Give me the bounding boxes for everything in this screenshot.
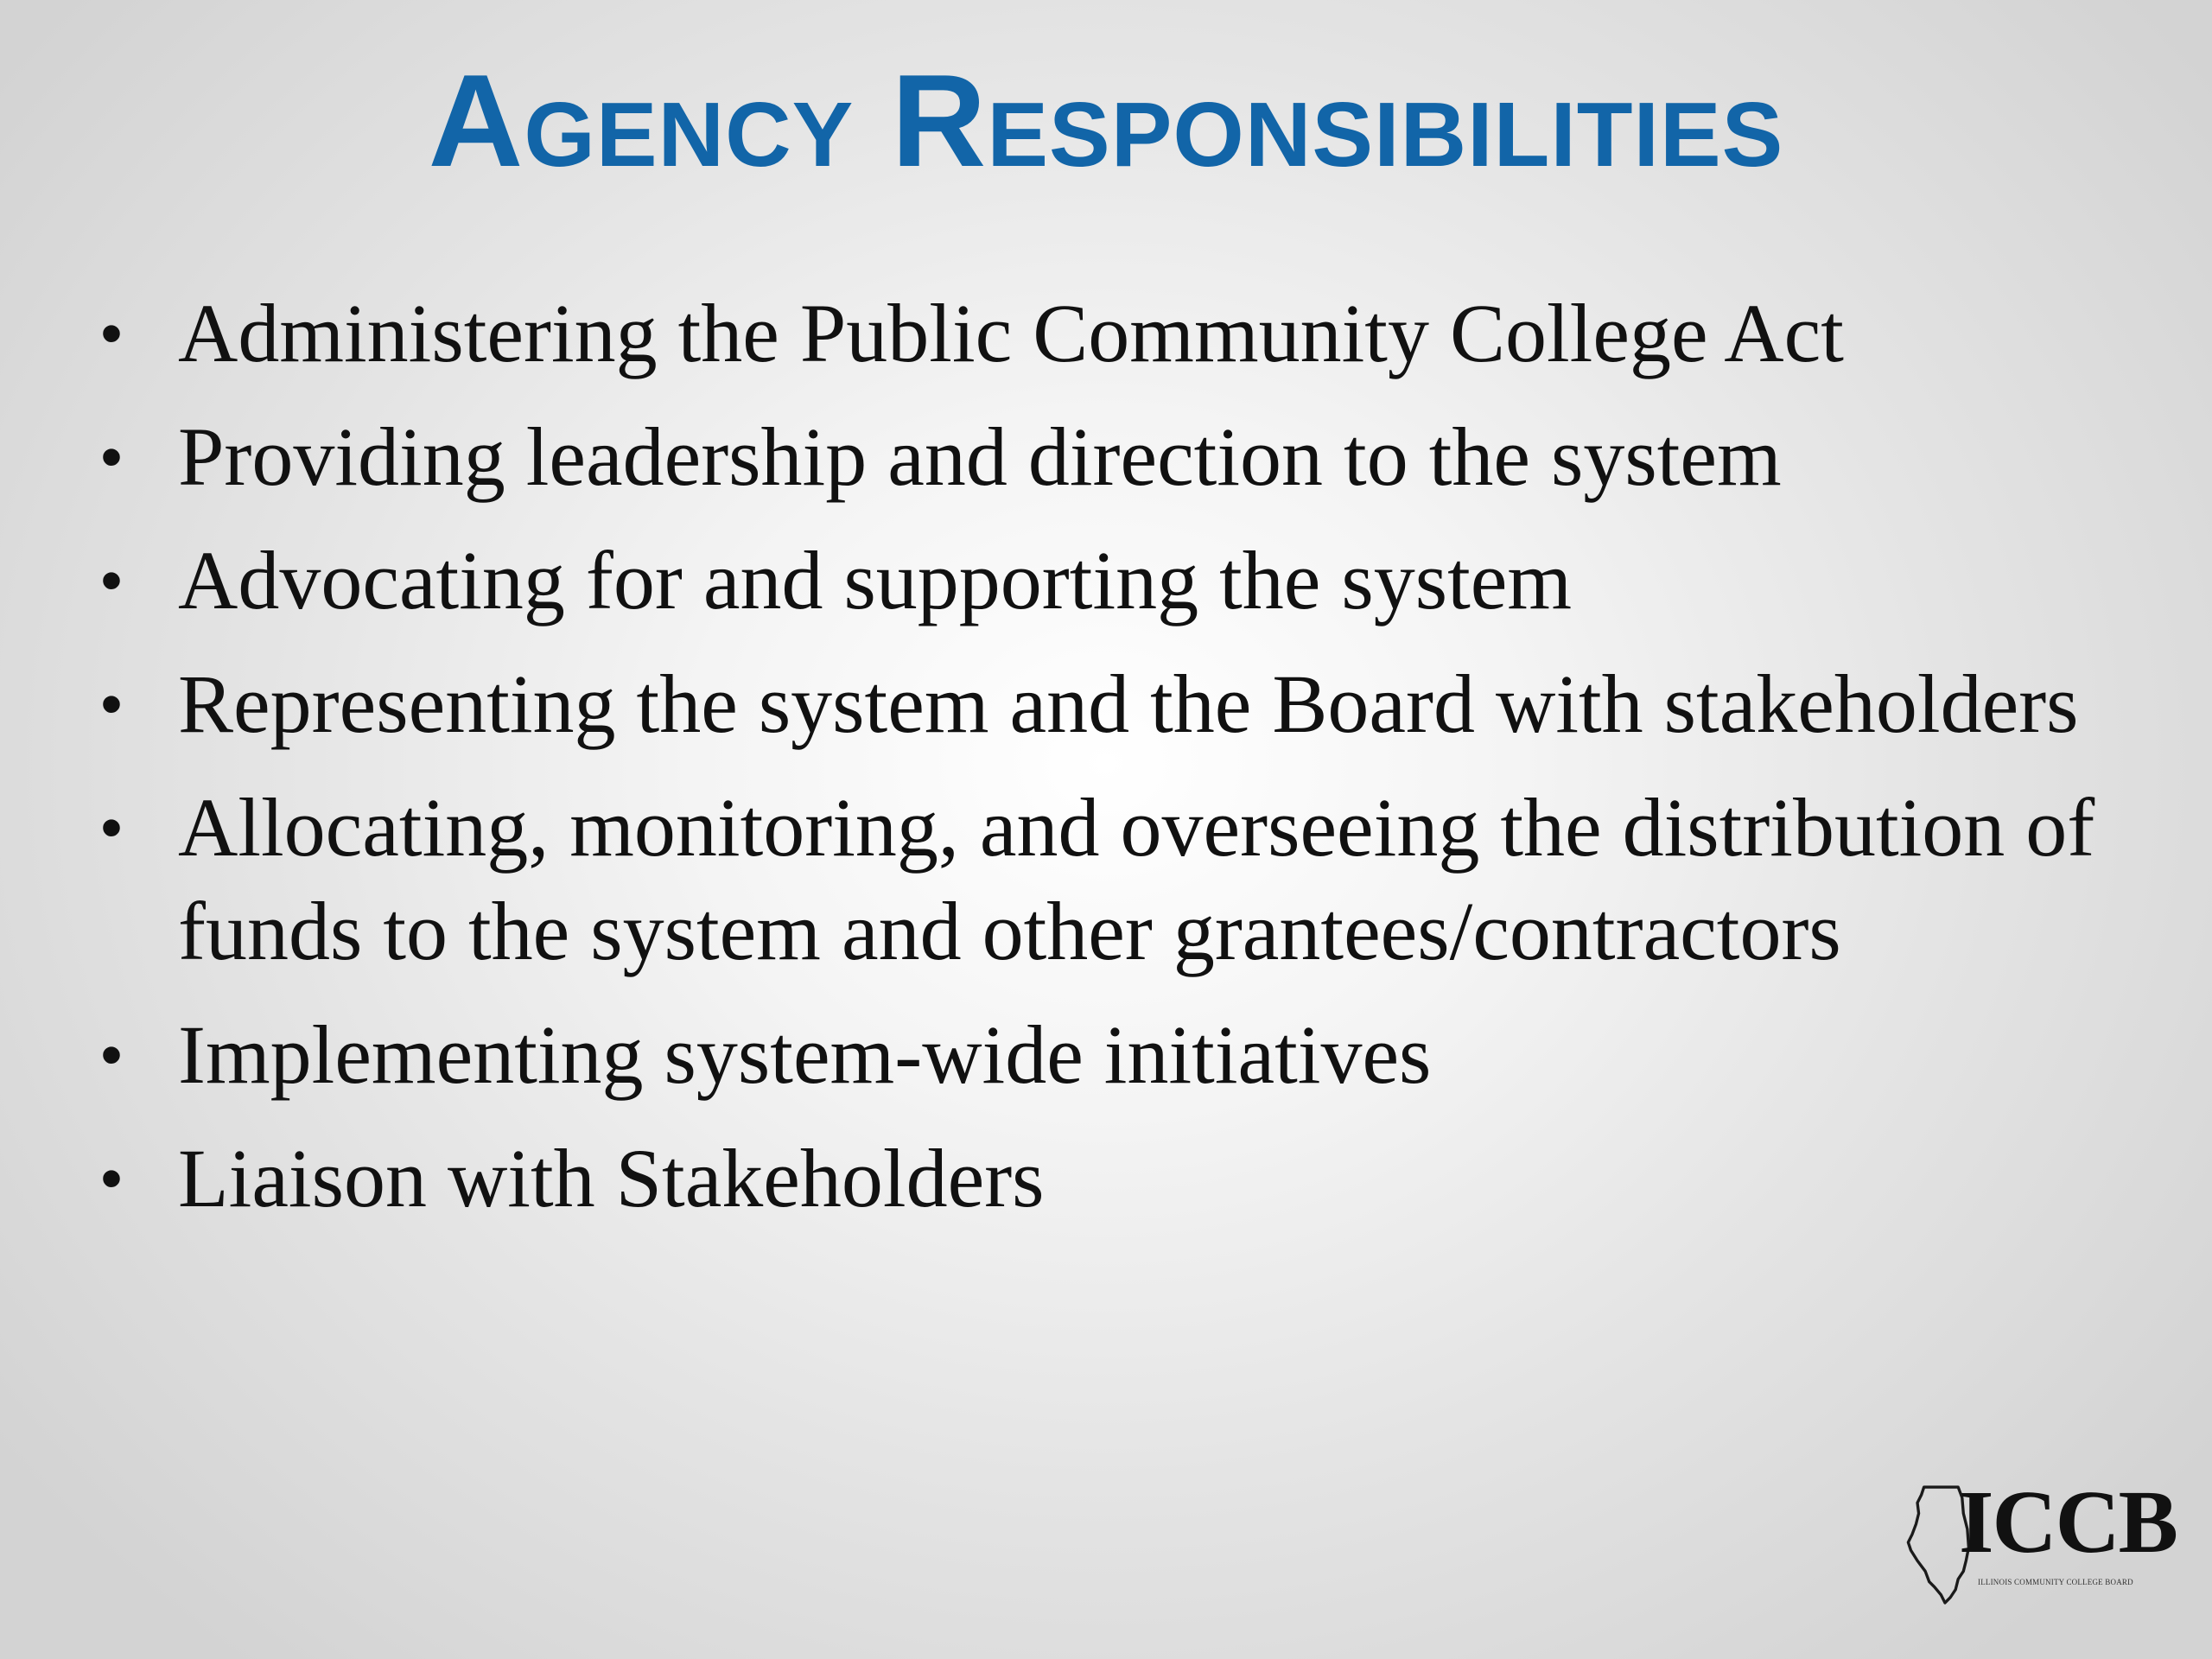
bullet-text: Allocating, monitoring, and overseeing the distribution of funds to the system and other grantees/contractors [178, 781, 2095, 977]
bullet-list [0, 282, 2212, 1250]
bullet-text: Administering the Public Community College Act [178, 287, 1844, 379]
bullet-text: Liaison with Stakeholders [178, 1132, 1045, 1224]
bullet-marker: • [100, 423, 123, 492]
iccb-logo [1905, 1472, 2177, 1607]
bullet-item [0, 282, 2212, 385]
bullet-item [0, 776, 2212, 983]
bullet-text: Implementing system-wide initiatives [178, 1008, 1432, 1101]
bullet-marker: • [100, 299, 123, 368]
bullet-marker: • [100, 1144, 123, 1213]
bullet-marker: • [100, 1020, 123, 1090]
bullet-text: Representing the system and the Board with stakeholders [178, 658, 2079, 750]
bullet-marker: • [100, 670, 123, 739]
logo-wordmark: ICCB [1959, 1472, 2177, 1572]
bullet-item [0, 405, 2212, 509]
bullet-item [0, 1003, 2212, 1107]
slide-title: Agency Responsibilities [428, 48, 1784, 194]
bullet-item [0, 529, 2212, 632]
bullet-marker: • [100, 793, 123, 862]
bullet-text: Providing leadership and direction to the system [178, 410, 1782, 503]
bullet-item [0, 652, 2212, 756]
bullet-item [0, 1127, 2212, 1230]
bullet-marker: • [100, 546, 123, 615]
logo-subtitle: ILLINOIS COMMUNITY COLLEGE BOARD [1978, 1578, 2133, 1586]
bullet-text: Advocating for and supporting the system [178, 534, 1573, 626]
